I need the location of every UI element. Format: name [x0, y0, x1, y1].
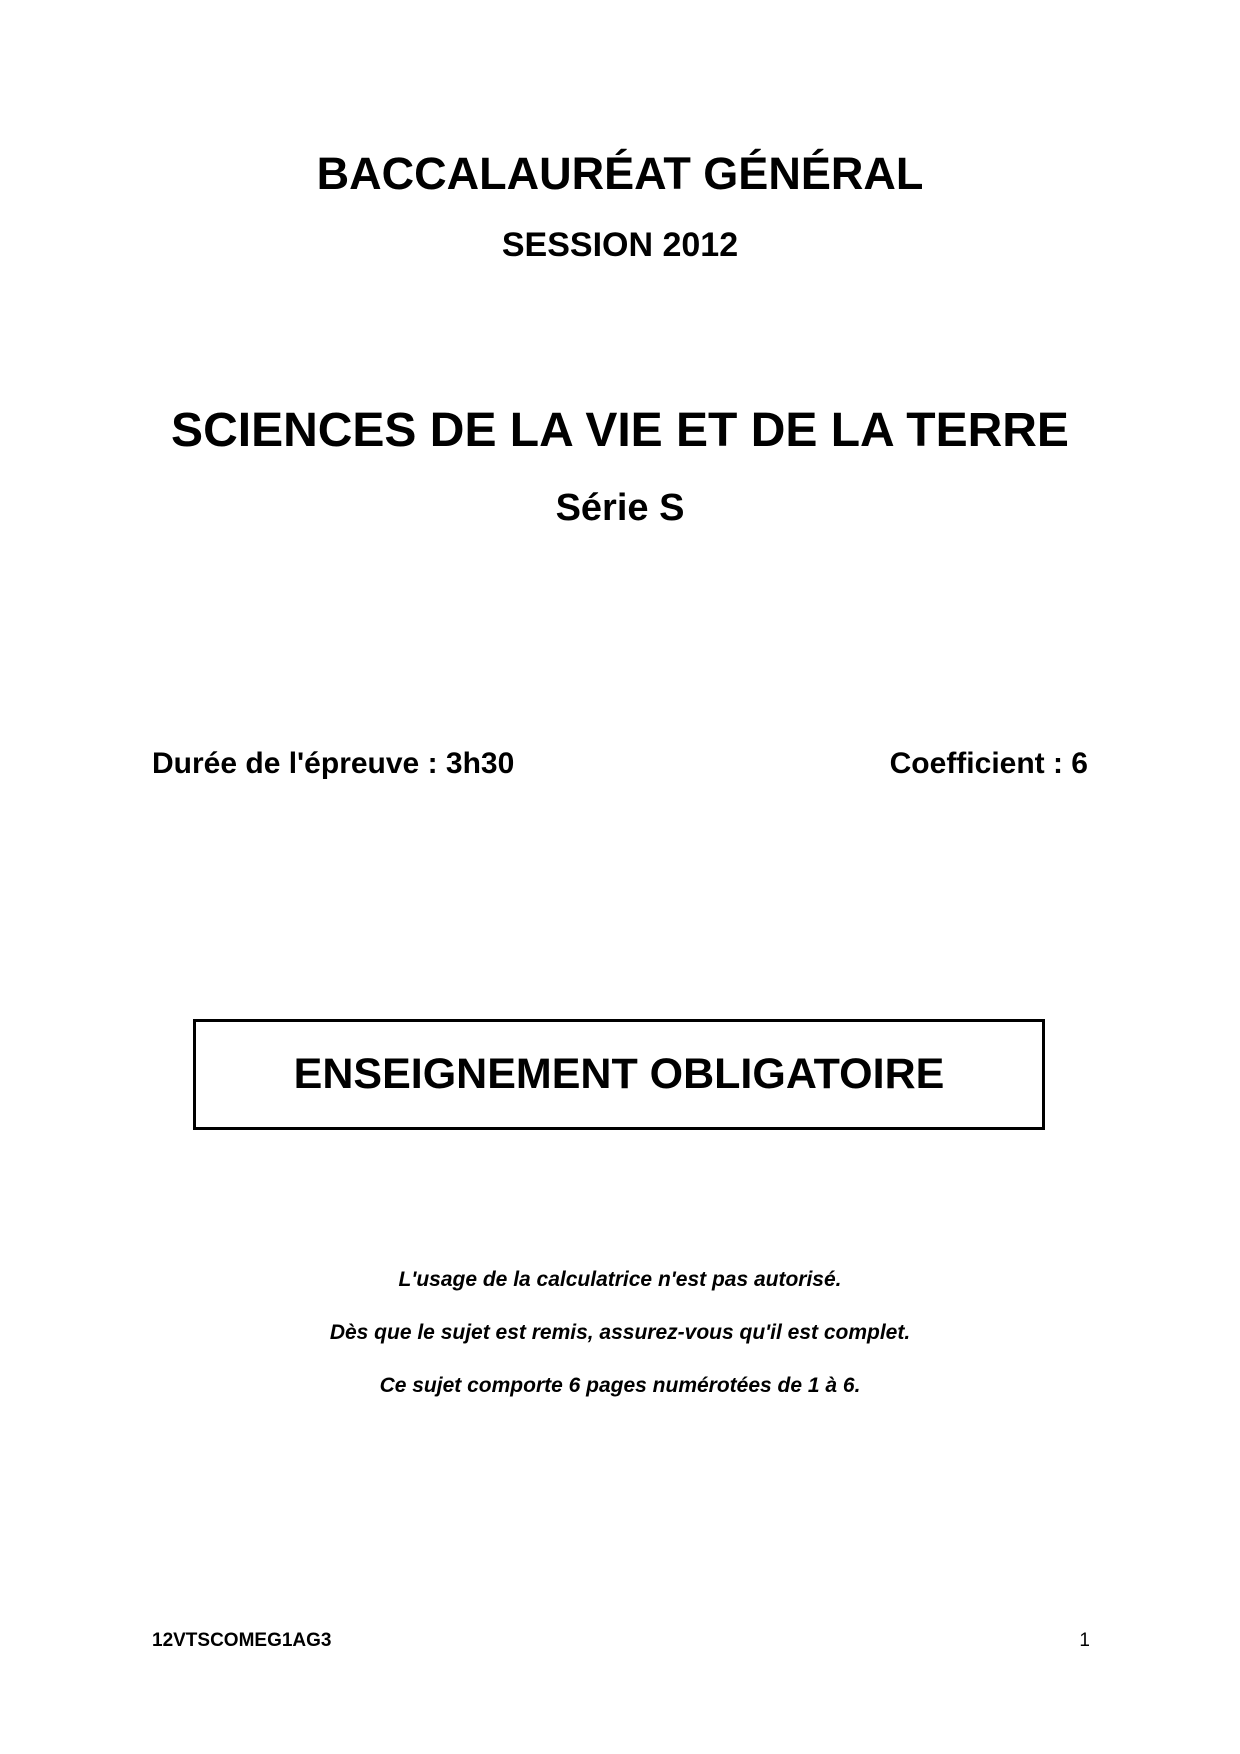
notice-page-count: Ce sujet comporte 6 pages numérotées de 1 à 6. [379, 1374, 861, 1397]
notice-calculator: L'usage de la calculatrice n'est pas autorisé. [398, 1268, 842, 1291]
exam-coefficient: Coefficient : 6 [889, 747, 1088, 780]
exam-title: BACCALAURÉAT GÉNÉRAL [316, 148, 924, 199]
track-label: ENSEIGNEMENT OBLIGATOIRE [293, 1050, 945, 1098]
page-number: 1 [1079, 1630, 1090, 1651]
series-label: Série S [555, 487, 685, 529]
document-code: 12VTSCOMEG1AG3 [152, 1630, 332, 1651]
track-box [193, 1019, 1045, 1130]
subject-title: SCIENCES DE LA VIE ET DE LA TERRE [171, 404, 1069, 457]
session-label: SESSION 2012 [501, 226, 739, 264]
exam-duration: Durée de l'épreuve : 3h30 [152, 747, 515, 780]
notice-completeness: Dès que le sujet est remis, assurez-vous qu'il est complet. [329, 1321, 911, 1344]
